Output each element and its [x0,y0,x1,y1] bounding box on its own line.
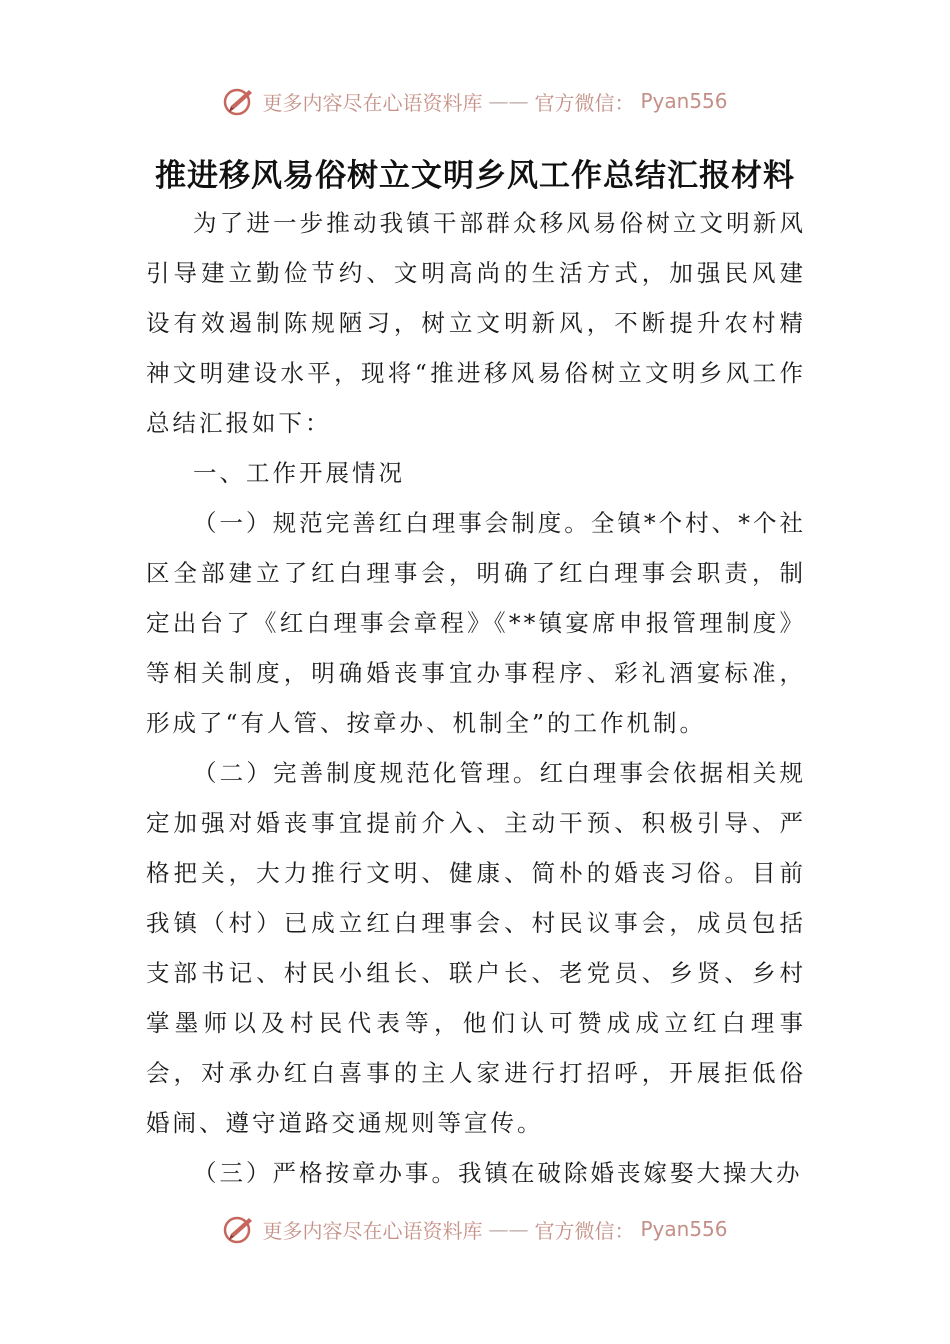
watermark-wechat-id: Pyan556 [640,89,728,113]
document-body [146,198,806,1198]
watermark-separator: —— [488,89,529,113]
watermark-text: 更多内容尽在心语资料库 [262,1218,483,1243]
watermark-official: 官方微信： [534,90,635,115]
pen-logo-icon [222,84,256,118]
paragraph-item-1: （一）规范完善红白理事会制度。全镇*个村、*个社区全部建立了红白理事会，明确了红白理事会职责，制定出台了《红白理事会章程》《**镇宴席申报管理制度》等相关制度，明确婚丧事宜办事程序、彩礼酒宴标准，形成了“有人管、按章办、机制全”的工作机制。 [146,509,806,737]
pen-logo-icon [222,1212,256,1246]
watermark-wechat-id: Pyan556 [640,1217,728,1241]
paragraph-intro: 为了进一步推动我镇干部群众移风易俗树立文明新风引导建立勤俭节约、文明高尚的生活方式，加强民风建设有效遏制陈规陋习，树立文明新风，不断提升农村精神文明建设水平，现将“推进移风易俗树立文明乡风工作总结汇报如下： [146,209,806,437]
watermark-separator: —— [488,1217,529,1241]
watermark-official: 官方微信： [534,1218,635,1243]
document-title: 推进移风易俗树立文明乡风工作总结汇报材料 [155,158,795,194]
section-heading: 一、工作开展情况 [193,459,405,487]
watermark-header [0,84,950,118]
watermark-text: 更多内容尽在心语资料库 [262,90,483,115]
watermark-footer [0,1212,950,1246]
paragraph-item-3: （三）严格按章办事。我镇在破除婚丧嫁娶大操大办 [193,1159,803,1187]
paragraph-item-2: （二）完善制度规范化管理。红白理事会依据相关规定加强对婚丧事宜提前介入、主动干预、积极引导、严格把关，大力推行文明、健康、简朴的婚丧习俗。目前我镇（村）已成立红白理事会、村民议事会，成员包括支部书记、村民小组长、联户长、老党员、乡贤、乡村掌墨师以及村民代表等，他们认可赞成成立红白理事会，对承办红白喜事的主人家进行打招呼，开展拒低俗婚闹、遵守道路交通规则等宣传。 [146,759,806,1137]
